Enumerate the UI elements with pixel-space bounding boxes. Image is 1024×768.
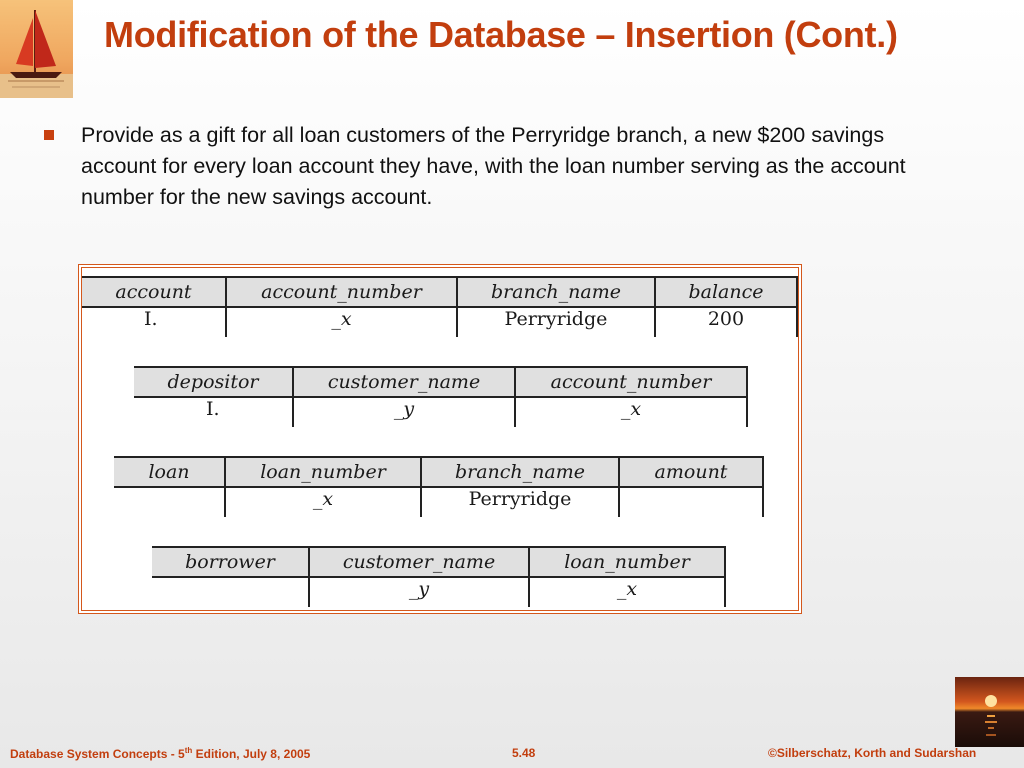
table-header: customer_name bbox=[309, 547, 529, 577]
table-header: account_number bbox=[226, 277, 457, 307]
table-header: borrower bbox=[152, 547, 309, 577]
table-header: account_number bbox=[515, 367, 747, 397]
table-header: balance bbox=[655, 277, 797, 307]
table-header: amount bbox=[619, 457, 763, 487]
sunset-icon bbox=[955, 677, 1024, 747]
footer-page-number: 5.48 bbox=[512, 746, 536, 760]
table-header: branch_name bbox=[421, 457, 619, 487]
sailboat-icon bbox=[0, 0, 73, 98]
table-cell: 200 bbox=[655, 307, 797, 337]
qbe-loan-table bbox=[114, 456, 764, 517]
table-header: loan_number bbox=[225, 457, 421, 487]
qbe-borrower-table bbox=[152, 546, 726, 607]
square-bullet-icon bbox=[44, 130, 54, 140]
table-header: loan bbox=[114, 457, 225, 487]
table-header: account bbox=[82, 277, 226, 307]
table-cell: I. bbox=[82, 307, 226, 337]
table-header: depositor bbox=[134, 367, 293, 397]
table-cell: _x bbox=[515, 397, 747, 427]
table-cell: _x bbox=[226, 307, 457, 337]
slide-title: Modification of the Database – Insertion (Cont.) bbox=[104, 14, 898, 55]
footer-copyright: ©Silberschatz, Korth and Sudarshan bbox=[768, 746, 977, 760]
table-cell bbox=[114, 487, 225, 517]
table-cell: Perryridge bbox=[457, 307, 655, 337]
qbe-figure bbox=[78, 264, 802, 614]
table-cell: _x bbox=[225, 487, 421, 517]
qbe-account-table bbox=[82, 276, 798, 337]
footer-book-info: Database System Concepts - 5th Edition, July 8, 2005 bbox=[10, 746, 311, 761]
table-header: customer_name bbox=[293, 367, 515, 397]
table-cell bbox=[152, 577, 309, 607]
table-cell: _y bbox=[309, 577, 529, 607]
qbe-depositor-table bbox=[134, 366, 748, 427]
table-header: loan_number bbox=[529, 547, 725, 577]
table-cell: _x bbox=[529, 577, 725, 607]
table-cell bbox=[619, 487, 763, 517]
table-cell: Perryridge bbox=[421, 487, 619, 517]
bullet-text: Provide as a gift for all loan customers of the Perryridge branch, a new $200 savings account for every loan account they have, with the loan number serving as the account number for the new savings account. bbox=[81, 123, 906, 209]
table-cell: I. bbox=[134, 397, 293, 427]
table-cell: _y bbox=[293, 397, 515, 427]
table-header: branch_name bbox=[457, 277, 655, 307]
